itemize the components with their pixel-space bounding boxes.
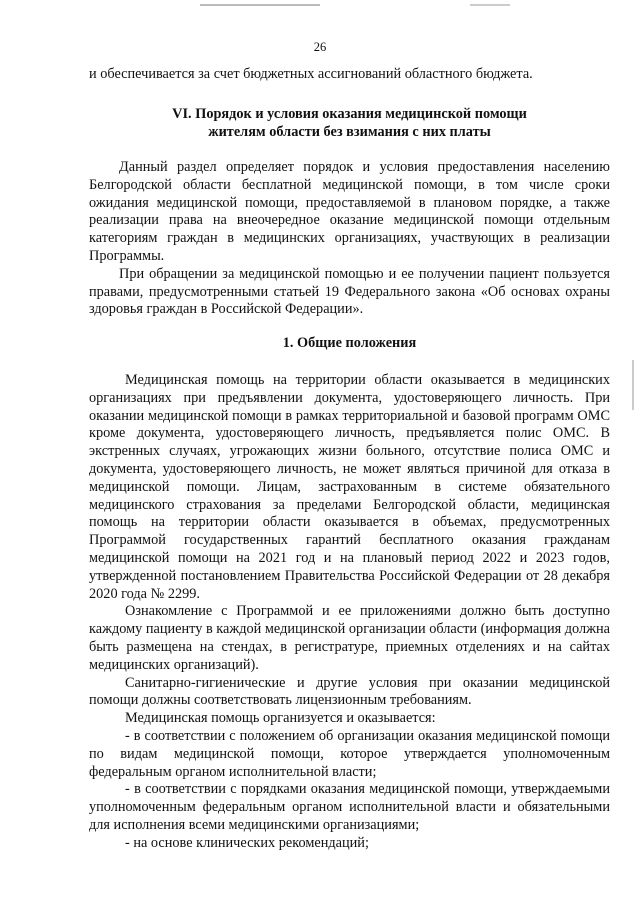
list-item: - в соответствии с положением об организации оказания медицинской помощи по видам медицинской помощи, которое утверждается уполномоченным федеральным органом исполнительной власти; [89, 727, 610, 780]
subsection-paragraph-4: Медицинская помощь организуется и оказывается: [125, 710, 436, 727]
body-text [89, 66, 610, 84]
subsection-paragraph-3: Санитарно-гигиенические и другие условия при оказании медицинской помощи должны соответствовать лицензионным требованиям. [89, 674, 610, 709]
section-heading [89, 106, 610, 142]
section-body [89, 159, 610, 319]
section-paragraph-2: При обращении за медицинской помощью и ее получении пациент пользуется правами, предусмотренными статьей 19 Федерального закона «Об основах охраны здоровья граждан в Российской Федерации». [89, 265, 610, 318]
section-heading-line2: жителям области без взимания с них платы [208, 123, 491, 140]
list-item: - на основе клинических рекомендаций; [125, 834, 369, 851]
subsection-heading: 1. Общие положения [282, 335, 417, 351]
subsection-paragraph-1: Медицинская помощь на территории области оказывается в медицинских организациях при предъявлении документа, удостоверяющего личность. При оказании медицинской помощи в рамках территориальной и базовой программ ОМС кроме документа, удостоверяющего личность, предъявляется полис ОМС. В экстренных случаях, угрожающих жизни больного, отсутствие полиса ОМС и документа, удостоверяющего личность, не может являться причиной для отказа в медицинской помощи. Лицам, застрахованным в системе обязательного медицинского страхования за пределами Белгородской области, медицинская помощь на территории области оказывается в объемах, предусмотренных Программой государственных гарантий бесплатного оказания гражданам медицинской помощи на 2021 год и на плановый период 2022 и 2023 годов, утвержденной постановлением Правительства Российской Федерации от 28 декабря 2020 года № 2299. [89, 372, 610, 602]
scan-artifact [200, 4, 320, 6]
list-item: - в соответствии с порядками оказания медицинской помощи, утверждаемыми уполномоченным федеральным органом исполнительной власти и обязательными для исполнения всеми медицинскими организациями; [89, 781, 610, 833]
section-paragraph-1: Данный раздел определяет порядок и условия предоставления населению Белгородской области бесплатной медицинской помощи, в том числе сроки ожидания медицинской помощи, предоставляемой в плановом порядке, а также реализации права на внеочередное оказание медицинской помощи отдельным категориям граждан в медицинских организациях, участвующих в реализации Программы. [89, 159, 610, 264]
scan-artifact [470, 4, 510, 6]
section-heading-line1: VI. Порядок и условия оказания медицинской помощи [172, 106, 527, 122]
subsection-paragraph-2: Ознакомление с Программой и ее приложениями должно быть доступно каждому пациенту в каждой медицинской организации области (информация должна быть размещена на стендах, в регистратуре, приемных отделениях и на сайтах медицинских организаций). [89, 603, 610, 673]
subsection-body [89, 372, 610, 853]
scan-artifact [632, 360, 634, 410]
page-number: 26 [313, 40, 327, 54]
intro-line: и обеспечивается за счет бюджетных ассигнований областного бюджета. [89, 66, 533, 82]
subsection-heading-block [89, 335, 610, 353]
